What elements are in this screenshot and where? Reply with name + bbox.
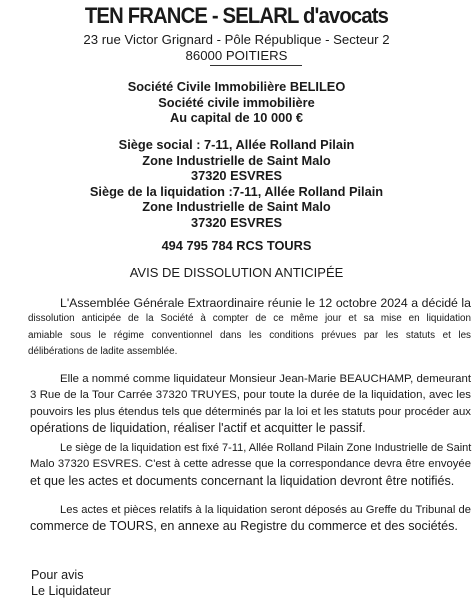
- address-line-1: 23 rue Victor Grignard - Pôle République - Secteur 2: [83, 32, 390, 47]
- registered-office-line-2: Zone Industrielle de Saint Malo: [142, 152, 331, 168]
- signoff-line-1: Pour avis: [31, 568, 84, 582]
- paragraph-line: pouvoirs les plus étendus tels que déterminés par la loi et les statuts pour procéder aux: [30, 405, 471, 418]
- paragraph-line: opérations de liquidation, réaliser l'actif et acquitter le passif.: [30, 421, 366, 436]
- paragraph-line: Elle a nommé comme liquidateur Monsieur Jean-Marie BEAUCHAMP, demeurant: [60, 373, 471, 385]
- paragraph-line: 3 Rue de la Tour Carrée 37320 TRUYES, pour toute la durée de la liquidation, avec les: [30, 389, 471, 402]
- liquidation-seat-line-1: Siège de la liquidation :7-11, Allée Rolland Pilain: [89, 183, 384, 199]
- signoff-line-2: Le Liquidateur: [31, 584, 111, 598]
- separator-rule: [210, 65, 302, 66]
- paragraph-dissolution: [30, 295, 471, 361]
- paragraph-line: amiable sous le régime conventionnel dans les conditions prévues par les statuts et les: [28, 329, 471, 341]
- registered-office-line-1: Siège social : 7-11, Allée Rolland Pilain: [118, 137, 355, 152]
- company-form: Société civile immobilière: [158, 94, 315, 110]
- company-capital: Au capital de 10 000 €: [169, 110, 303, 126]
- paragraph-filing: [30, 502, 471, 535]
- paragraph-liquidator: [30, 371, 471, 437]
- registered-office-line-3: 37320 ESVRES: [190, 168, 283, 184]
- signoff-block: [31, 567, 111, 599]
- paragraph-line: dissolution anticipée de la Société à compter de ce même jour et sa mise en liquidation: [28, 313, 471, 325]
- notice-title: AVIS DE DISSOLUTION ANTICIPÉE: [129, 265, 344, 280]
- paragraph-line: délibérations de ladite assemblée.: [28, 346, 178, 358]
- liquidation-seat-line-2: Zone Industrielle de Saint Malo: [142, 199, 331, 215]
- company-name: Société Civile Immobilière BELILEO: [127, 79, 346, 94]
- rcs-number: 494 795 784 RCS TOURS: [161, 238, 312, 253]
- paragraph-liquidation-seat: [30, 440, 471, 489]
- firm-address: [0, 32, 473, 63]
- seat-block: [0, 137, 473, 231]
- address-line-2: 86000 POITIERS: [185, 47, 288, 63]
- liquidation-seat-line-3: 37320 ESVRES: [190, 214, 283, 230]
- paragraph-line: Malo 37320 ESVRES. C'est à cette adresse que la correspondance devra être envoyée: [30, 458, 471, 471]
- company-identity-block: [0, 79, 473, 126]
- paragraph-line: et que les actes et documents concernant la liquidation devront être notifiés.: [30, 473, 455, 488]
- firm-name-heading: TEN FRANCE - SELARL d'avocats: [84, 3, 389, 28]
- paragraph-line: L'Assemblée Générale Extraordinaire réunie le 12 octobre 2024 a décidé la: [60, 296, 471, 310]
- paragraph-line: Les actes et pièces relatifs à la liquidation seront déposés au Greffe du Tribunal de: [60, 504, 471, 516]
- paragraph-line: commerce de TOURS, en annexe au Registre du commerce et des sociétés.: [30, 519, 458, 534]
- paragraph-line: Le siège de la liquidation est fixé 7-11, Allée Rolland Pilain Zone Industrielle de Saint: [60, 442, 472, 454]
